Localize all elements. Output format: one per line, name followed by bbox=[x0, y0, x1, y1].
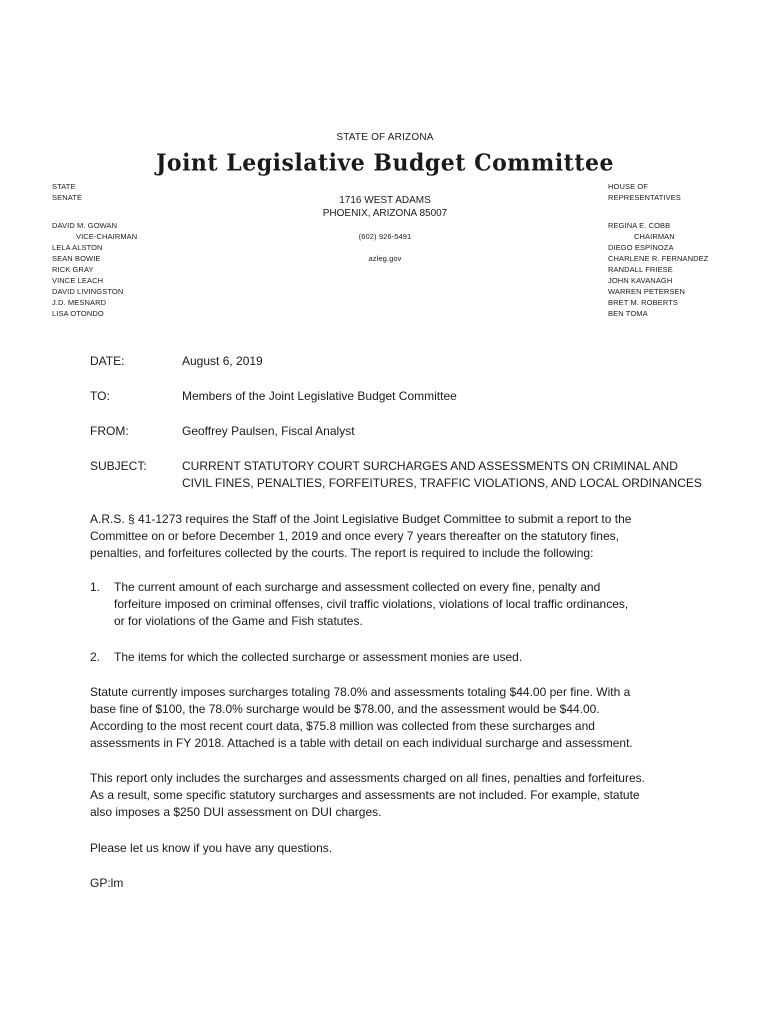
intro-paragraph bbox=[90, 511, 680, 562]
surcharge-paragraph bbox=[90, 684, 680, 752]
state-title: STATE OF ARIZONA bbox=[336, 132, 434, 143]
subject-line1: CURRENT STATUTORY COURT SURCHARGES AND ASSESSMENTS ON CRIMINAL AND bbox=[182, 459, 678, 473]
house-members-list bbox=[608, 220, 708, 319]
to-label: TO: bbox=[90, 389, 110, 403]
senate-member: DAVID LIVINGSTON bbox=[52, 287, 124, 296]
house-member: RANDALL FRIESE bbox=[608, 265, 673, 274]
list-item-line: forfeiture imposed on criminal offenses, civil traffic violations, violations of local traffic ordinances, bbox=[114, 597, 629, 611]
intro-line: Committee on or before December 1, 2019 and once every 7 years thereafter on the statutory fines, bbox=[90, 529, 619, 543]
list-item-line: The items for which the collected surcharge or assessment monies are used. bbox=[114, 650, 523, 664]
list-item-text bbox=[114, 649, 680, 666]
to-value: Members of the Joint Legislative Budget Committee bbox=[182, 389, 457, 403]
house-member: BRET M. ROBERTS bbox=[608, 298, 678, 307]
scope-line: This report only includes the surcharges and assessments charged on all fines, penalties and forfeitures. bbox=[90, 771, 645, 785]
address-line2: PHOENIX, ARIZONA 85007 bbox=[322, 208, 448, 219]
house-member: DIEGO ESPINOZA bbox=[608, 243, 674, 252]
senate-member: J.D. MESNARD bbox=[52, 298, 107, 307]
house-member: JOHN KAVANAGH bbox=[608, 276, 673, 285]
surcharge-line: According to the most recent court data, $75.8 million was collected from these surcharges and bbox=[90, 719, 595, 733]
list-number: 2. bbox=[90, 650, 101, 664]
surcharge-line: Statute currently imposes surcharges totaling 78.0% and assessments totaling $44.00 per fine. With a bbox=[90, 685, 631, 699]
list-item-line: The current amount of each surcharge and assessment collected on every fine, penalty and bbox=[114, 580, 601, 594]
subject-line2: CIVIL FINES, PENALTIES, FORFEITURES, TRAFFIC VIOLATIONS, AND LOCAL ORDINANCES bbox=[182, 476, 702, 490]
senate-heading-line2: SENATE bbox=[52, 193, 83, 202]
date-label: DATE: bbox=[90, 354, 125, 368]
house-member: CHARLENE R. FERNANDEZ bbox=[608, 254, 709, 263]
house-chair: REGINA E. COBB bbox=[608, 221, 671, 230]
house-heading bbox=[608, 181, 681, 203]
senate-member: VINCE LEACH bbox=[52, 276, 104, 285]
date-value: August 6, 2019 bbox=[182, 354, 263, 368]
senate-heading-line1: STATE bbox=[52, 182, 76, 191]
initials: GP:lm bbox=[90, 876, 124, 890]
house-member: WARREN PETERSEN bbox=[608, 287, 686, 296]
senate-chair: DAVID M. GOWAN bbox=[52, 221, 118, 230]
website: azleg.gov bbox=[368, 254, 402, 263]
senate-member: LELA ALSTON bbox=[52, 243, 103, 252]
subject-label: SUBJECT: bbox=[90, 459, 147, 473]
committee-title: Joint Legislative Budget Committee bbox=[155, 149, 614, 177]
senate-member: SEAN BOWIE bbox=[52, 254, 101, 263]
intro-line: A.R.S. § 41-1273 requires the Staff of the Joint Legislative Budget Committee to submit a report to the bbox=[90, 512, 632, 526]
house-chair-title: CHAIRMAN bbox=[634, 232, 675, 241]
address-line1: 1716 WEST ADAMS bbox=[339, 195, 431, 206]
senate-chair-title: VICE-CHAIRMAN bbox=[76, 232, 138, 241]
list-item-line: or for violations of the Game and Fish statutes. bbox=[114, 614, 363, 628]
list-number: 1. bbox=[90, 580, 101, 594]
scope-paragraph bbox=[90, 770, 680, 821]
from-label: FROM: bbox=[90, 424, 129, 438]
from-value: Geoffrey Paulsen, Fiscal Analyst bbox=[182, 424, 355, 438]
senate-member: RICK GRAY bbox=[52, 265, 94, 274]
scope-line: also imposes a $250 DUI assessment on DUI charges. bbox=[90, 805, 382, 819]
intro-line: penalties, and forfeitures collected by the courts. The report is required to include the following: bbox=[90, 546, 594, 560]
scope-line: As a result, some specific statutory surcharges and assessments are not included. For example, statute bbox=[90, 788, 640, 802]
house-member: BEN TOMA bbox=[608, 309, 648, 318]
house-heading-line1: HOUSE OF bbox=[608, 182, 648, 191]
surcharge-line: base fine of $100, the 78.0% surcharge would be $78.00, and the assessment would be $44.00. bbox=[90, 702, 600, 716]
phone-number: (602) 926-5491 bbox=[358, 232, 412, 241]
senate-member: LISA OTONDO bbox=[52, 309, 104, 318]
surcharge-line: assessments in FY 2018. Attached is a table with detail on each individual surcharge and assessment. bbox=[90, 736, 633, 750]
house-heading-line2: REPRESENTATIVES bbox=[608, 193, 681, 202]
closing-line: Please let us know if you have any questions. bbox=[90, 841, 333, 855]
list-item-text bbox=[114, 579, 680, 630]
